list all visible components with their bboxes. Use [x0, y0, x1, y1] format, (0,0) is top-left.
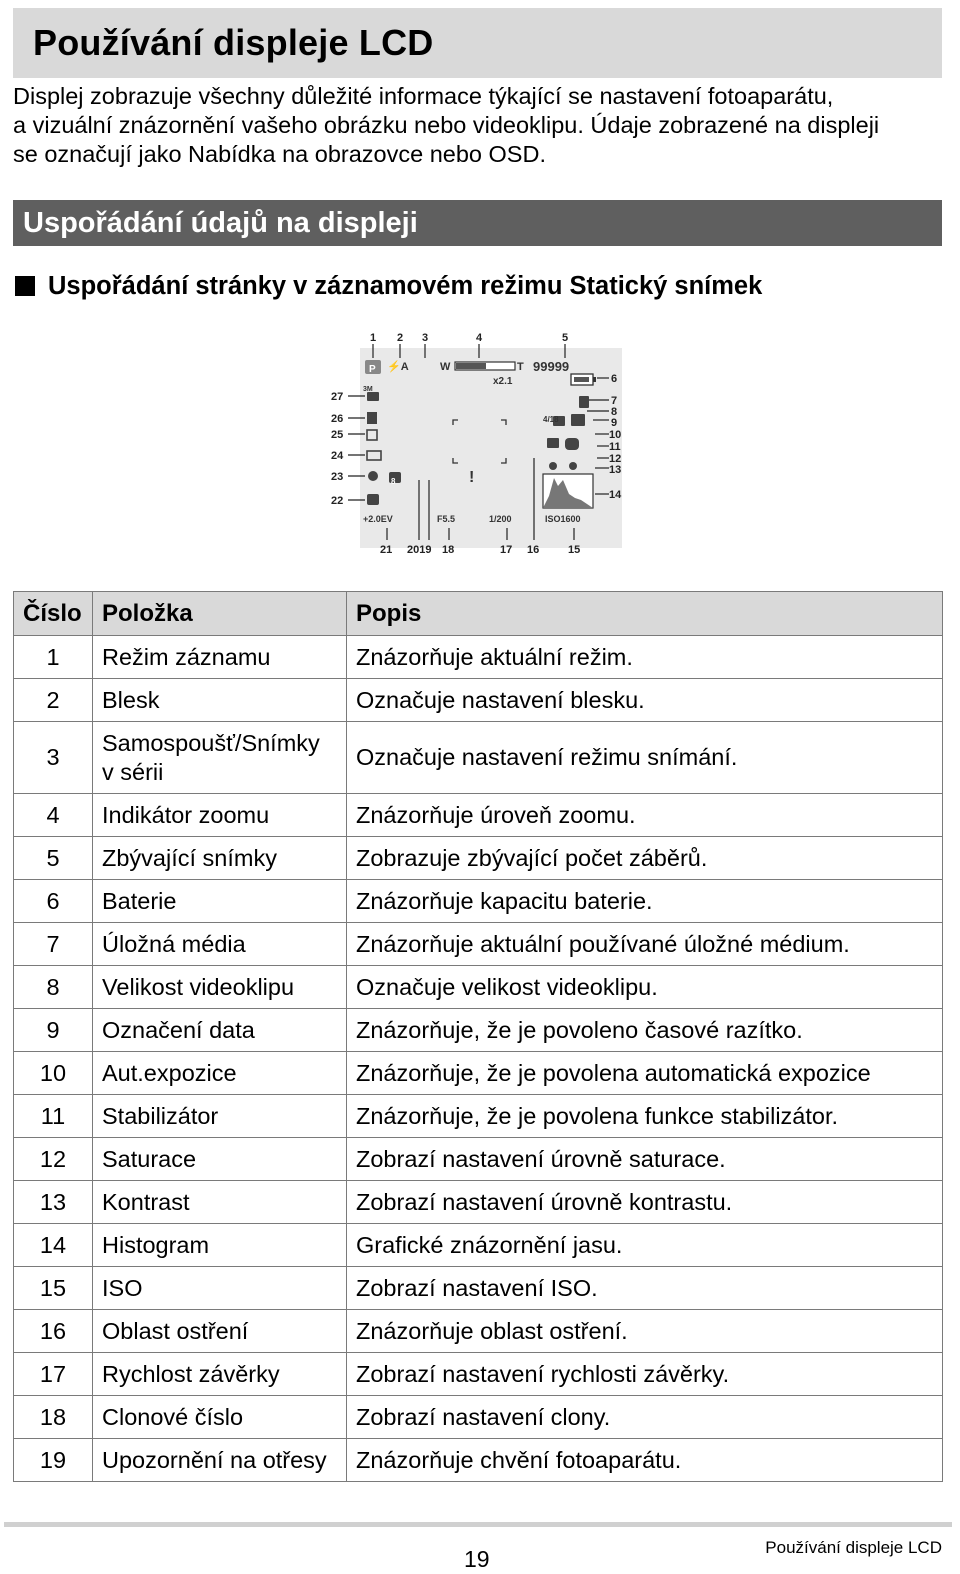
table-row	[14, 1181, 943, 1224]
callout-number: 21	[380, 544, 393, 556]
table-row	[14, 837, 943, 880]
osd-res-tag: 4/18	[543, 415, 559, 424]
callout-number: 13	[609, 464, 622, 476]
table-row	[14, 794, 943, 837]
osd-aperture: F5.5	[437, 514, 456, 524]
shake-warning-icon: !	[469, 469, 475, 486]
subheading	[15, 268, 762, 304]
row-item: Rychlost závěrky	[93, 1353, 347, 1396]
callout-number: 14	[609, 489, 622, 501]
row-item: Blesk	[93, 679, 347, 722]
row-number: 14	[14, 1224, 93, 1267]
callout-number: 2	[397, 332, 404, 344]
row-description: Grafické znázornění jasu.	[347, 1224, 943, 1267]
row-item: Indikátor zoomu	[93, 794, 347, 837]
row-description: Zobrazuje zbývající počet záběrů.	[347, 837, 943, 880]
osd-size-tag: 3M	[363, 386, 373, 393]
table-row	[14, 636, 943, 679]
row-number: 17	[14, 1353, 93, 1396]
table-row	[14, 1439, 943, 1482]
callout-number: 6	[611, 373, 618, 385]
callout-number: 2019	[407, 544, 432, 556]
table-row	[14, 1138, 943, 1181]
row-item: Zbývající snímky	[93, 837, 347, 880]
intro-paragraph	[13, 82, 943, 169]
row-number: 6	[14, 880, 93, 923]
row-number: 18	[14, 1396, 93, 1439]
callout-number: 8	[611, 406, 618, 418]
row-description: Znázorňuje chvění fotoaparátu.	[347, 1439, 943, 1482]
osd-mode: P	[369, 364, 376, 375]
callout-number: 17	[500, 544, 513, 556]
section-title: Uspořádání údajů na displeji	[23, 206, 418, 239]
row-number: 16	[14, 1310, 93, 1353]
table-row	[14, 923, 943, 966]
table-row	[14, 679, 943, 722]
page-number: 19	[464, 1546, 490, 1572]
osd-zoom-ratio: x2.1	[493, 376, 513, 387]
row-number: 5	[14, 837, 93, 880]
histogram	[543, 474, 593, 508]
header-description: Popis	[347, 592, 943, 636]
osd-flash: ⚡A	[387, 361, 409, 373]
row-item	[93, 722, 347, 794]
row-number: 9	[14, 1009, 93, 1052]
page-title: Používání displeje LCD	[33, 22, 434, 63]
row-description: Znázorňuje úroveň zoomu.	[347, 794, 943, 837]
callout-number: 4	[476, 332, 483, 344]
row-item: Baterie	[93, 880, 347, 923]
callout-number: 24	[331, 450, 344, 462]
callout-number: 12	[609, 453, 622, 465]
row-item: Saturace	[93, 1138, 347, 1181]
row-number: 3	[14, 722, 93, 794]
callout-number: 1	[370, 332, 377, 344]
row-number: 13	[14, 1181, 93, 1224]
row-number: 8	[14, 966, 93, 1009]
row-description: Označuje nastavení blesku.	[347, 679, 943, 722]
row-number: 2	[14, 679, 93, 722]
row-number: 10	[14, 1052, 93, 1095]
osd-iso: ISO1600	[545, 514, 581, 524]
row-item: Úložná média	[93, 923, 347, 966]
row-description: Znázorňuje kapacitu baterie.	[347, 880, 943, 923]
callout-number: 25	[331, 429, 344, 441]
osd-zoom-w: W	[440, 361, 451, 373]
row-item: Oblast ostření	[93, 1310, 347, 1353]
callout-number: 26	[331, 413, 344, 425]
section-bar	[13, 200, 942, 246]
row-description: Označuje velikost videoklipu.	[347, 966, 943, 1009]
table-row	[14, 1095, 943, 1138]
row-number: 11	[14, 1095, 93, 1138]
row-item: Označení data	[93, 1009, 347, 1052]
table-row	[14, 966, 943, 1009]
row-item: Kontrast	[93, 1181, 347, 1224]
table-header-row	[14, 592, 943, 636]
row-number: 4	[14, 794, 93, 837]
row-item: ISO	[93, 1267, 347, 1310]
callout-number: 23	[331, 471, 344, 483]
square-bullet-icon	[15, 276, 35, 296]
callout-number: 10	[609, 429, 622, 441]
battery-icon	[571, 374, 596, 385]
header-number: Číslo	[14, 592, 93, 636]
table-row	[14, 1353, 943, 1396]
table-row	[14, 1224, 943, 1267]
row-description: Zobrazí nastavení rychlosti závěrky.	[347, 1353, 943, 1396]
row-description: Zobrazí nastavení ISO.	[347, 1267, 943, 1310]
header-item: Položka	[93, 592, 347, 636]
row-number: 15	[14, 1267, 93, 1310]
intro-line: se označují jako Nabídka na obrazovce nebo OSD.	[13, 141, 546, 167]
items-table	[13, 591, 943, 1482]
footer-title: Používání displeje LCD	[765, 1538, 942, 1557]
table-row	[14, 1052, 943, 1095]
callout-number: 9	[611, 417, 618, 429]
callout-number: 27	[331, 391, 344, 403]
callout-number: 3	[422, 332, 429, 344]
row-number: 7	[14, 923, 93, 966]
callout-number: 18	[442, 544, 455, 556]
row-description: Znázorňuje aktuální používané úložné médium.	[347, 923, 943, 966]
row-item-line: v sérii	[102, 758, 164, 785]
title-bar	[13, 8, 942, 78]
row-description: Zobrazí nastavení úrovně saturace.	[347, 1138, 943, 1181]
zoom-bar	[455, 362, 515, 370]
lcd-layout-figure	[325, 328, 635, 560]
row-description: Zobrazí nastavení clony.	[347, 1396, 943, 1439]
row-description: Znázorňuje, že je povoleno časové razítko.	[347, 1009, 943, 1052]
row-item: Aut.expozice	[93, 1052, 347, 1095]
row-item: Clonové číslo	[93, 1396, 347, 1439]
row-number: 1	[14, 636, 93, 679]
row-description: Znázorňuje, že je povolena funkce stabilizátor.	[347, 1095, 943, 1138]
row-description: Označuje nastavení režimu snímání.	[347, 722, 943, 794]
row-description: Znázorňuje, že je povolena automatická expozice	[347, 1052, 943, 1095]
row-description: Zobrazí nastavení úrovně kontrastu.	[347, 1181, 943, 1224]
table-row	[14, 1267, 943, 1310]
osd-shutter: 1/200	[489, 514, 512, 524]
osd-mp: 8	[391, 477, 396, 486]
row-number: 12	[14, 1138, 93, 1181]
intro-line: Displej zobrazuje všechny důležité informace týkající se nastavení fotoaparátu,	[13, 83, 834, 109]
footer-divider	[4, 1522, 952, 1527]
row-number: 19	[14, 1439, 93, 1482]
table-row	[14, 722, 943, 794]
row-description: Znázorňuje oblast ostření.	[347, 1310, 943, 1353]
row-item: Režim záznamu	[93, 636, 347, 679]
subheading-text: Uspořádání stránky v záznamovém režimu Statický snímek	[48, 271, 763, 300]
row-item: Velikost videoklipu	[93, 966, 347, 1009]
callout-number: 16	[527, 544, 540, 556]
callout-number: 15	[568, 544, 581, 556]
table-row	[14, 880, 943, 923]
table-row	[14, 1009, 943, 1052]
table-row	[14, 1396, 943, 1439]
row-item-line: Samospoušť/Snímky	[102, 729, 320, 756]
callout-number: 7	[611, 395, 618, 407]
osd-zoom-t: T	[517, 361, 524, 373]
callout-number: 22	[331, 495, 344, 507]
osd-ev: +2.0EV	[363, 514, 393, 524]
intro-line: a vizuální znázornění vašeho obrázku nebo videoklipu. Údaje zobrazené na displeji	[13, 112, 880, 138]
row-item: Stabilizátor	[93, 1095, 347, 1138]
table-row	[14, 1310, 943, 1353]
osd-shots: 99999	[533, 359, 570, 374]
row-description: Znázorňuje aktuální režim.	[347, 636, 943, 679]
row-item: Upozornění na otřesy	[93, 1439, 347, 1482]
lcd-diagram	[325, 328, 635, 560]
callout-number: 5	[562, 332, 569, 344]
row-item: Histogram	[93, 1224, 347, 1267]
callout-number: 11	[609, 441, 621, 453]
